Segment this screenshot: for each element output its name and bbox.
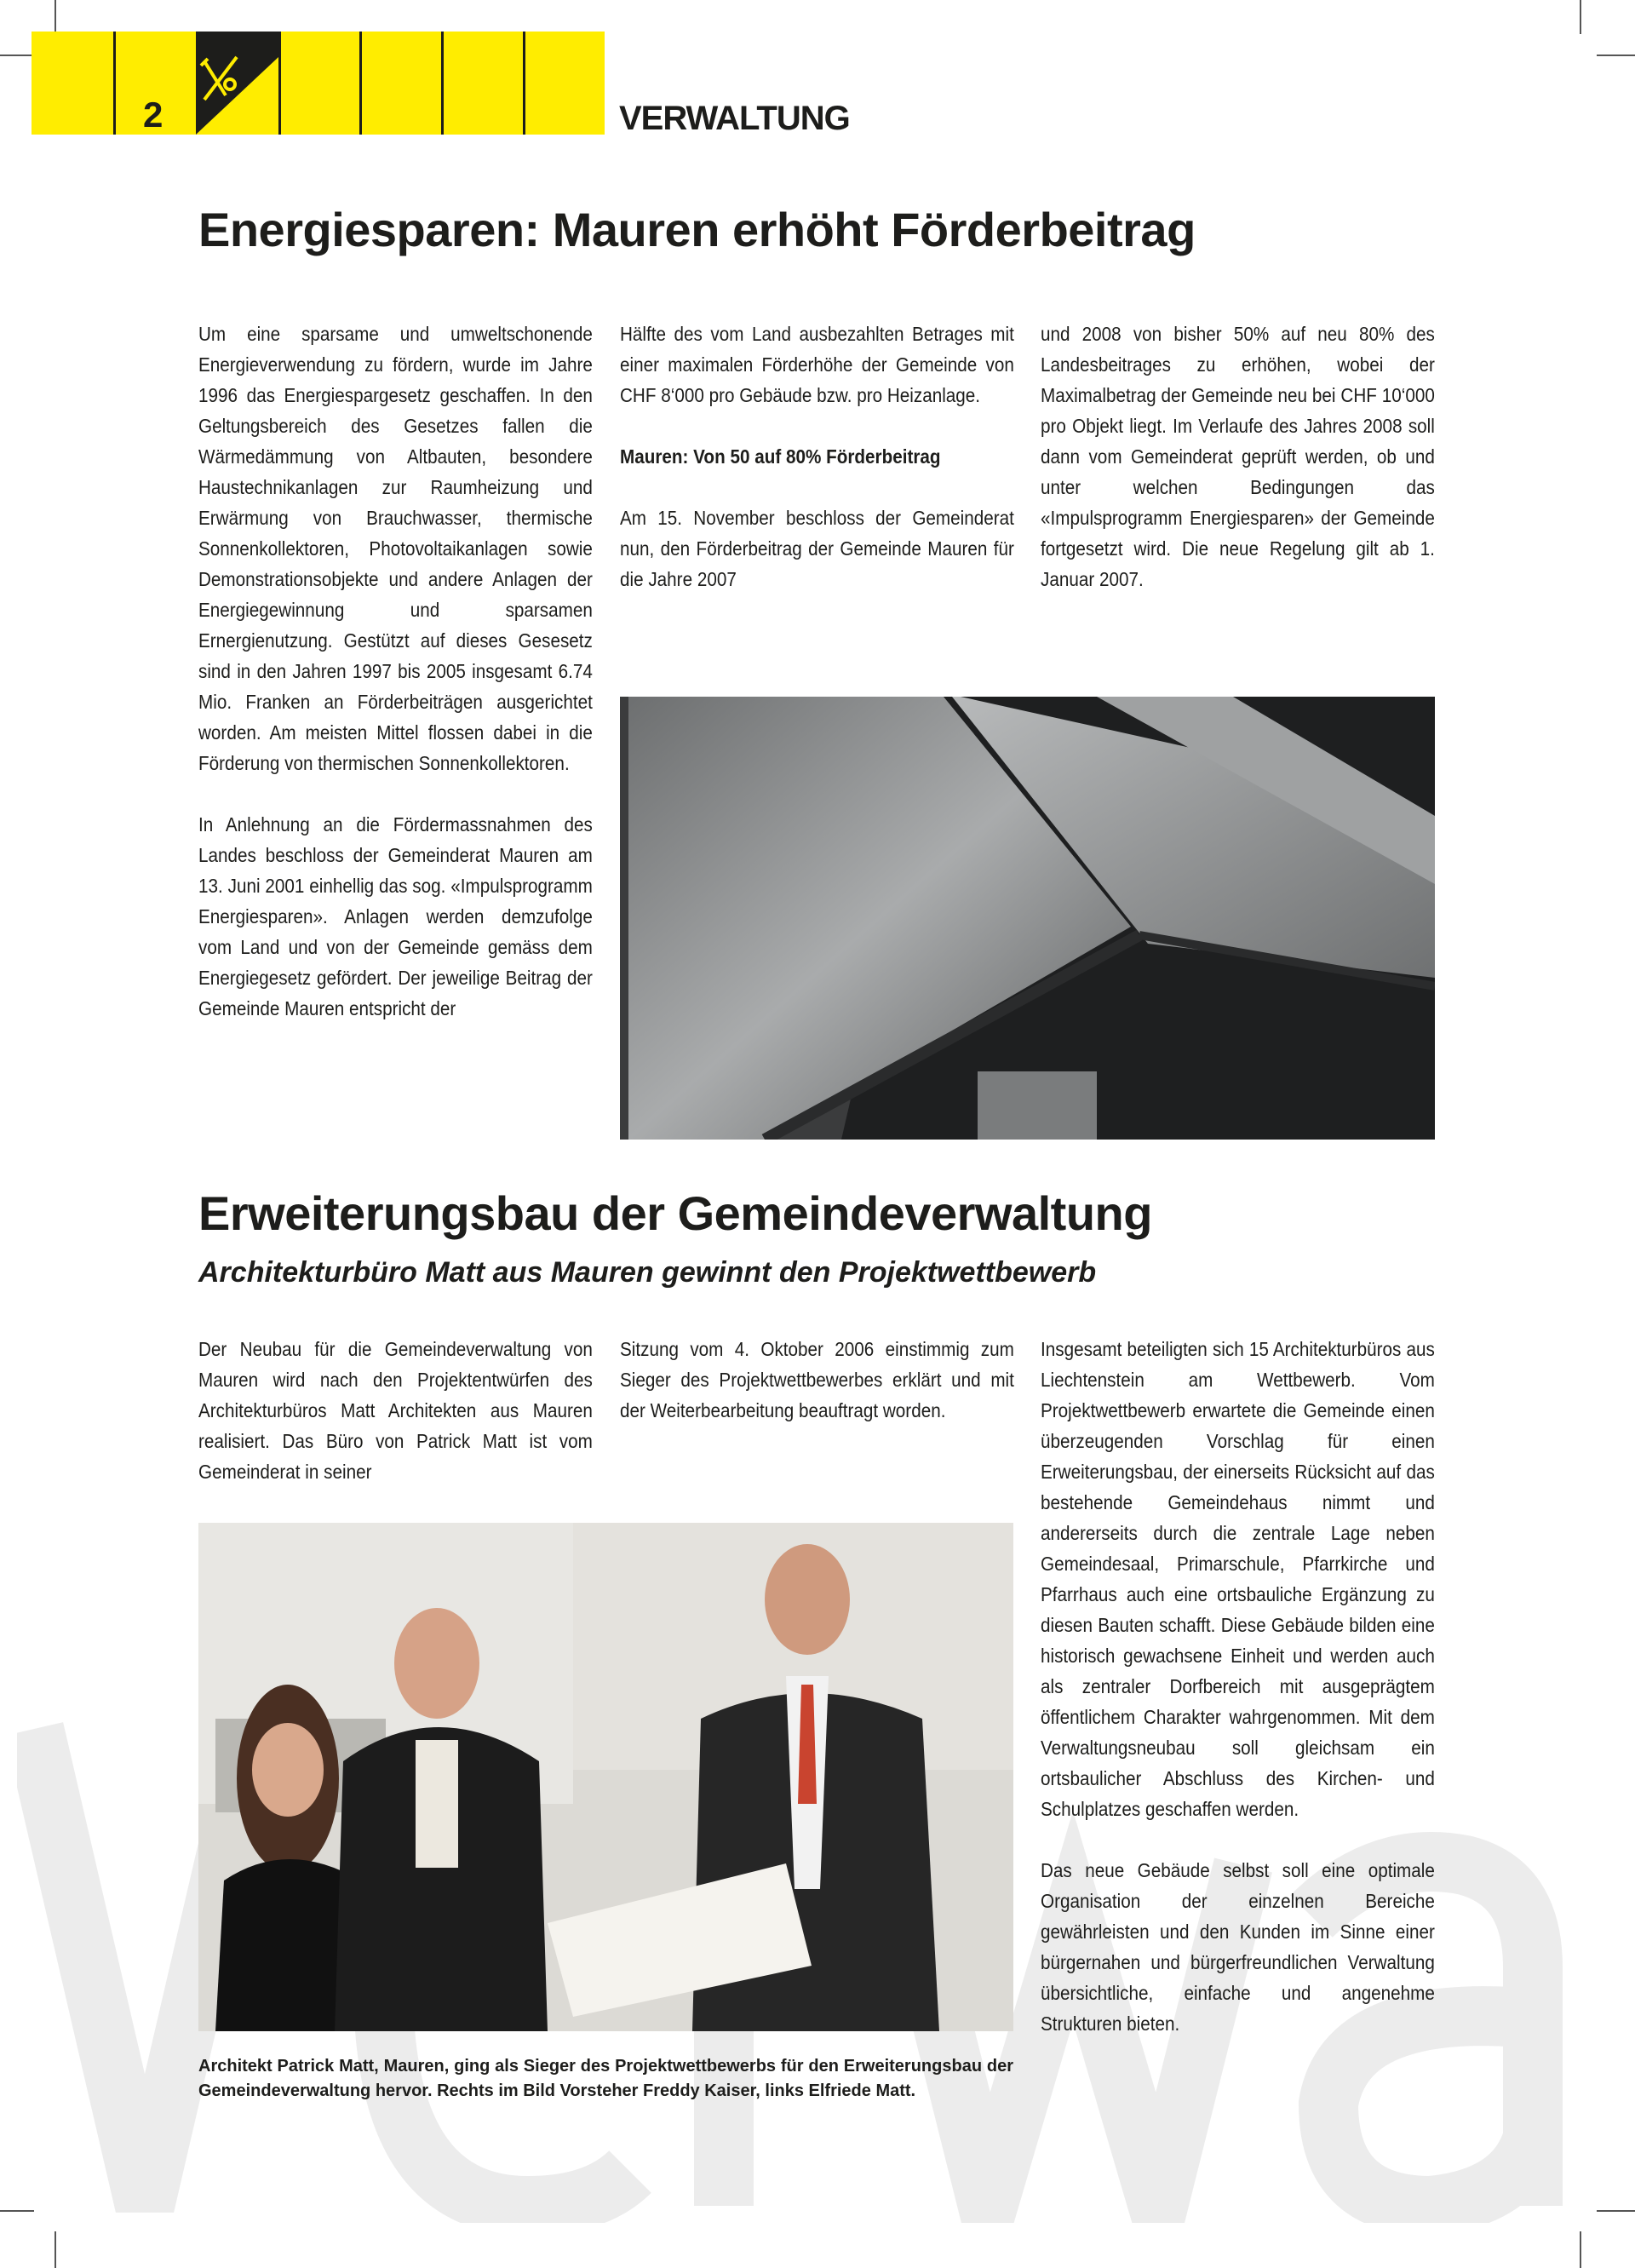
crop-mark bbox=[1580, 0, 1581, 34]
article2-column-3 bbox=[1041, 1334, 1435, 2039]
article-subtitle: Architekturbüro Matt aus Mauren gewinnt den Projektwettbewerb bbox=[198, 1256, 1097, 1289]
paragraph: In Anlehnung an die Fördermassnahmen des Landes beschloss der Gemeinderat Mauren am 13. Juni 2001 einhellig das sog. «Impulsprogramm Energiesparen». Anlagen werden demzufolge vom Land und von der Gemeinde gemäss dem Energiegesetz gefördert. Der jeweilige Beitrag der Gemeinde Mauren entspricht der bbox=[198, 813, 593, 1019]
crop-mark bbox=[1597, 55, 1635, 56]
crest-icon bbox=[196, 32, 278, 135]
article2-column-1 bbox=[198, 1334, 593, 1487]
article1-column-3 bbox=[1041, 319, 1435, 594]
paragraph: Am 15. November beschloss der Gemeinderat nun, den Förderbeitrag der Gemeinde Mauren für die Jahre 2007 bbox=[620, 507, 1014, 590]
article-title: Energiesparen: Mauren erhöht Förderbeitrag bbox=[198, 203, 1196, 256]
crop-mark bbox=[0, 55, 34, 56]
paragraph: Der Neubau für die Gemeindeverwaltung von Mauren wird nach den Projektentwürfen des Architekturbüros Matt Architekten aus Mauren realisiert. Das Büro von Patrick Matt ist vom Gemeinderat in seiner bbox=[198, 1338, 593, 1483]
article2-column-2 bbox=[620, 1334, 1014, 1426]
paragraph: Insgesamt beteiligten sich 15 Architekturbüros aus Liechtenstein am Wettbewerb. Vom Projektwettbewerb erwartete die Gemeinde einen überzeugenden Vorschlag für einen Erweiterungsbau, der einerseits Rücksicht auf das bestehende Gemeindehaus nimmt und andererseits durch die zentrale Lage neben Gemeindesaal, Primarschule, Pfarrkirche und Pfarrhaus auch eine ortsbauliche Ergänzung zu diesen Bauten schafft. Diese Gebäude bilden eine historisch gewachsene Einheit und werden auch als zentraler Dorfbereich mit ausgeprägtem öffentlichem Charakter wahrgenommen. Mit dem Verwaltungsneubau soll gleichsam ein ortsbaulicher Abschluss des Kirchen- und Schulplatzes geschaffen werden. bbox=[1041, 1338, 1435, 1820]
group-photo bbox=[198, 1523, 1013, 2031]
crop-mark bbox=[54, 2231, 56, 2268]
article1-column-1 bbox=[198, 319, 593, 1024]
crop-mark bbox=[1597, 2210, 1635, 2212]
subheading: Mauren: Von 50 auf 80% Förderbeitrag bbox=[620, 445, 941, 468]
article-title: Erweiterungsbau der Gemeindeverwaltung bbox=[198, 1186, 1152, 1240]
crop-mark bbox=[1580, 2231, 1581, 2268]
crop-mark bbox=[0, 2210, 34, 2212]
photo-caption: Architekt Patrick Matt, Mauren, ging als Sieger des Projektwettbewerbs für den Erweiterungsbau der Gemeindeverwaltung hervor. Rechts im Bild Vorsteher Freddy Kaiser, links Elfriede Matt. bbox=[198, 2057, 1013, 2100]
paragraph: Hälfte des vom Land ausbezahlten Betrages mit einer maximalen Förderhöhe der Gemeinde von CHF 8‘000 pro Gebäude bzw. pro Heizanlage. bbox=[620, 323, 1014, 406]
paragraph: Das neue Gebäude selbst soll eine optimale Organisation der einzelnen Bereiche gewährleisten und den Kunden im Sinne einer bürgernahen und bürgerfreundlichen Verwaltung übersichtliche, einfache und angenehme Strukturen bieten. bbox=[1041, 1859, 1435, 2035]
solar-panel-photo bbox=[620, 697, 1435, 1140]
paragraph: Um eine sparsame und umweltschonende Energieverwendung zu fördern, wurde im Jahre 1996 das Energiespargesetz geschaffen. In den Geltungsbereich des Gesetzes fallen die Wärmedämmung von Altbauten, besondere Haustechnikanlagen zur Raumheizung und Erwärmung von Brauchwasser, thermische Sonnenkollektoren, Photovoltaikanlagen sowie Demonstrationsobjekte und andere Anlagen der Energiegewinnung und sparsamen Ernergienutzung. Gestützt auf dieses Gesesetz sind in den Jahren 1997 bis 2005 insgesamt 6.74 Mio. Franken an Förderbeiträgen ausgerichtet worden. Am meisten Mittel flossen dabei in die Förderung von thermischen Sonnenkollektoren. bbox=[198, 323, 593, 774]
article1-column-2 bbox=[620, 319, 1014, 594]
paragraph: Sitzung vom 4. Oktober 2006 einstimmig zum Sieger des Projektwettbewerbes erklärt und mit der Weiterbearbeitung beauftragt worden. bbox=[620, 1338, 1014, 1421]
section-title: VERWALTUNG bbox=[619, 100, 850, 137]
paragraph: und 2008 von bisher 50% auf neu 80% des Landesbeitrages zu erhöhen, wobei der Maximalbetrag der Gemeinde neu bei CHF 10‘000 pro Objekt liegt. Im Verlaufe des Jahres 2008 soll dann vom Gemeinderat geprüft werden, ob und unter welchen Bedingungen das «Impulsprogramm Energiesparen» der Gemeinde fortgesetzt wird. Die neue Regelung gilt ab 1. Januar 2007. bbox=[1041, 323, 1435, 590]
page-number: 2 bbox=[143, 95, 164, 135]
header-bar bbox=[32, 32, 605, 135]
crop-mark bbox=[54, 0, 56, 34]
